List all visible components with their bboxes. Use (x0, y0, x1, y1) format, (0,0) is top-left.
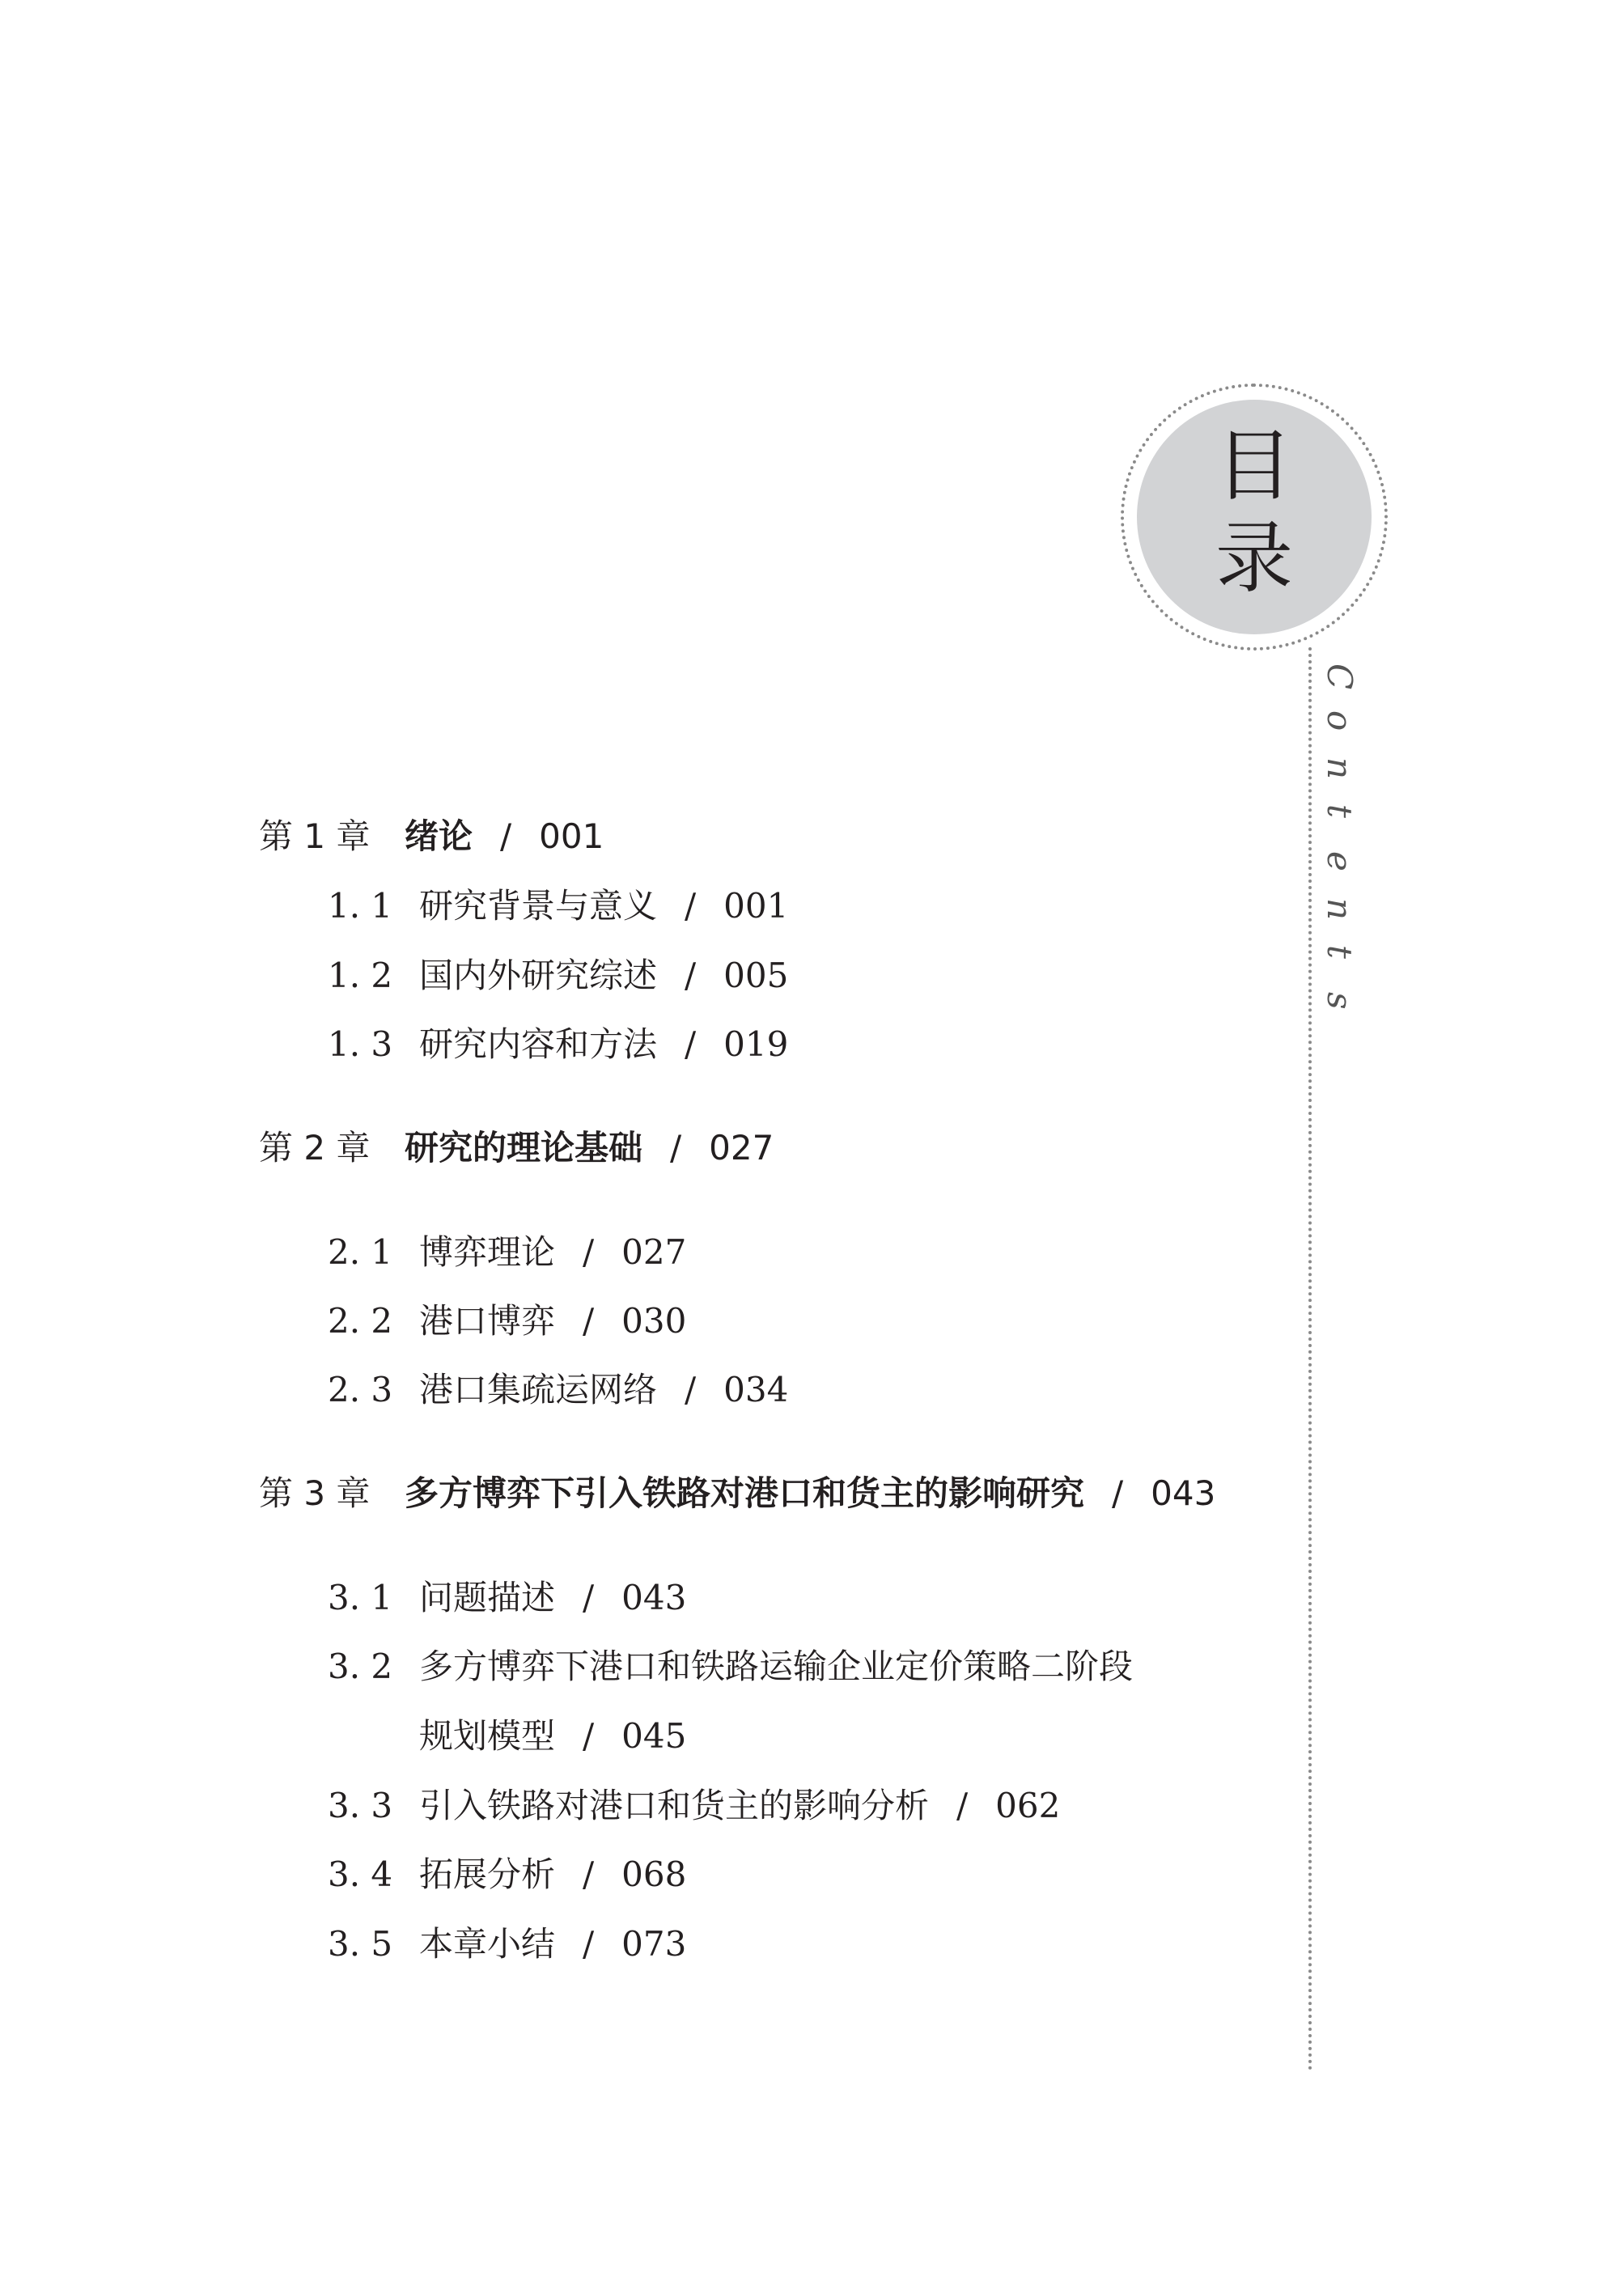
section-title: 研究背景与意义 (419, 886, 658, 926)
page-separator: / (583, 1578, 595, 1617)
page-separator: / (583, 1232, 595, 1272)
chapter-title: 多方博弈下引入铁路对港口和货主的影响研究 (405, 1473, 1085, 1513)
section-title: 博弈理论 (419, 1232, 556, 1272)
toc-section-3-5[interactable] (328, 1922, 686, 1967)
section-number: 1. 2 (328, 956, 393, 995)
section-number: 2. 1 (328, 1232, 393, 1272)
section-title: 港口集疏运网络 (419, 1370, 658, 1409)
page-separator: / (583, 1716, 595, 1756)
toc-section-1-3[interactable] (328, 1022, 788, 1067)
page-number: 043 (1151, 1473, 1216, 1513)
page-number: 019 (723, 1024, 789, 1064)
section-number: 2. 3 (328, 1370, 393, 1409)
toc-badge-char-2: 录 (1215, 513, 1293, 604)
dotted-divider-line (1308, 647, 1312, 2071)
contents-letter: t (1320, 945, 1359, 959)
toc-section-3-4[interactable] (328, 1852, 686, 1897)
section-title: 研究内容和方法 (419, 1024, 658, 1064)
toc-chapter-3[interactable] (259, 1471, 1215, 1516)
page-number: 027 (621, 1232, 687, 1272)
contents-letter: e (1320, 851, 1359, 871)
page-separator: / (685, 1370, 697, 1409)
section-number: 3. 3 (328, 1786, 393, 1825)
section-title: 多方博弈下港口和铁路运输企业定价策略二阶段 (419, 1647, 1134, 1686)
toc-section-2-3[interactable] (328, 1367, 788, 1413)
section-title: 问题描述 (419, 1578, 556, 1617)
page-number: 030 (621, 1301, 687, 1341)
chapter-number: 第 1 章 (259, 816, 371, 856)
page-number: 001 (539, 816, 604, 856)
contents-side-label (1320, 663, 1376, 1039)
page-separator: / (685, 956, 697, 995)
page-number: 005 (723, 956, 789, 995)
page-separator: / (583, 1854, 595, 1894)
chapter-title: 绪论 (405, 816, 473, 856)
page-separator: / (685, 1024, 697, 1064)
page-separator: / (956, 1786, 969, 1825)
toc-badge-char-1: 目 (1215, 421, 1293, 511)
page-number: 045 (621, 1716, 687, 1756)
toc-section-3-3[interactable] (328, 1783, 1060, 1829)
page-number: 027 (709, 1128, 774, 1168)
contents-letter: o (1320, 710, 1359, 731)
section-title: 引入铁路对港口和货主的影响分析 (419, 1786, 930, 1825)
toc-section-1-1[interactable] (328, 884, 788, 929)
section-number: 2. 2 (328, 1301, 393, 1341)
page-separator: / (685, 886, 697, 926)
chapter-title: 研究的理论基础 (405, 1128, 643, 1168)
section-title-continued: 规划模型 (419, 1716, 556, 1756)
contents-letter: n (1320, 898, 1359, 921)
toc-section-3-1[interactable] (328, 1575, 686, 1621)
page-separator: / (500, 816, 512, 856)
toc-section-2-2[interactable] (328, 1299, 686, 1344)
section-number: 3. 5 (328, 1924, 393, 1964)
section-number: 3. 1 (328, 1578, 393, 1617)
contents-letter: s (1320, 992, 1359, 1010)
toc-badge-circle (1137, 400, 1372, 634)
section-title: 国内外研究综述 (419, 956, 658, 995)
page-number: 034 (723, 1370, 789, 1409)
section-number: 3. 4 (328, 1854, 393, 1894)
toc-section-2-1[interactable] (328, 1230, 686, 1275)
page-number: 001 (723, 886, 789, 926)
toc-section-1-2[interactable] (328, 953, 788, 998)
toc-badge (1121, 384, 1388, 651)
page-number: 062 (995, 1786, 1061, 1825)
toc-chapter-1[interactable] (259, 814, 604, 859)
contents-letter: t (1320, 804, 1359, 818)
section-number: 1. 1 (328, 886, 393, 926)
page-number: 043 (621, 1578, 687, 1617)
section-title: 拓展分析 (419, 1854, 556, 1894)
toc-section-3-2[interactable] (328, 1644, 1133, 1689)
section-title: 本章小结 (419, 1924, 556, 1964)
section-title: 港口博弈 (419, 1301, 556, 1341)
section-number: 3. 2 (328, 1647, 393, 1686)
toc-chapter-2[interactable] (259, 1125, 774, 1171)
page-number: 073 (621, 1924, 687, 1964)
toc-section-3-2-continued[interactable] (419, 1714, 686, 1759)
chapter-number: 第 3 章 (259, 1473, 371, 1513)
page-separator: / (583, 1301, 595, 1341)
contents-letter: C (1320, 663, 1359, 690)
section-number: 1. 3 (328, 1024, 393, 1064)
page-separator: / (1112, 1473, 1124, 1513)
page-number: 068 (621, 1854, 687, 1894)
contents-letter: n (1320, 757, 1359, 780)
chapter-number: 第 2 章 (259, 1128, 371, 1168)
page-separator: / (670, 1128, 682, 1168)
page-separator: / (583, 1924, 595, 1964)
